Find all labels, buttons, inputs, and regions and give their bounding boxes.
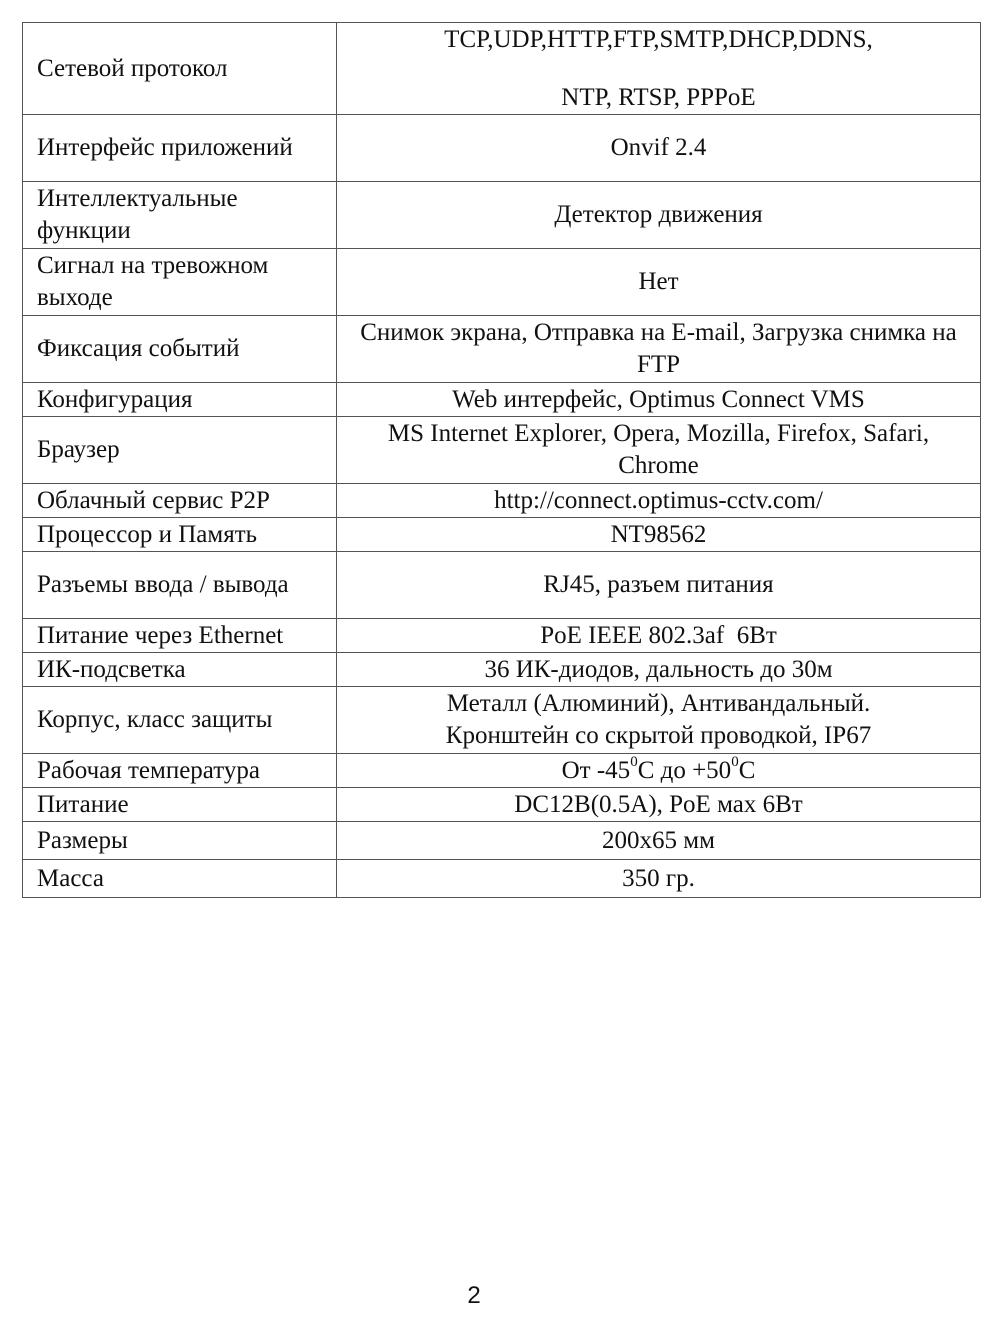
row-value — [337, 687, 981, 754]
row-label: Облачный сервис P2P — [23, 484, 337, 518]
table-row — [23, 687, 981, 754]
temp-mid: C до +50 — [637, 756, 732, 784]
row-label: Питание — [23, 788, 337, 822]
page-number: 2 — [467, 1282, 481, 1309]
value-line: Кронштейн со скрытой проводкой, IP67 — [445, 722, 872, 749]
row-value: http://connect.optimus-cctv.com/ — [337, 484, 981, 518]
table-row — [23, 383, 981, 417]
row-value: MS Internet Explorer, Opera, Mozilla, Firefox, Safari, Chrome — [337, 417, 981, 484]
row-value — [337, 23, 981, 115]
table-row — [23, 182, 981, 249]
temp-prefix: От -45 — [561, 756, 631, 784]
value-line: NTP, RTSP, PPPoE — [561, 83, 756, 111]
row-value: NT98562 — [337, 518, 981, 552]
table-row — [23, 316, 981, 383]
row-value: Детектор движения — [337, 182, 981, 249]
row-label: Рабочая температура — [23, 754, 337, 788]
row-label: Корпус, класс защиты — [23, 687, 337, 754]
row-label: Конфигурация — [23, 383, 337, 417]
row-label: Интеллектуальные функции — [23, 182, 337, 249]
table-row — [23, 860, 981, 898]
row-label: Питание через Ethernet — [23, 619, 337, 653]
row-label: Фиксация событий — [23, 316, 337, 383]
row-label: Интерфейс приложений — [23, 115, 337, 182]
table-row — [23, 754, 981, 788]
row-value: 350 гр. — [337, 860, 981, 898]
table-row — [23, 484, 981, 518]
row-value: Снимок экрана, Отправка на E-mail, Загрузка снимка на FTP — [337, 316, 981, 383]
table-row — [23, 653, 981, 687]
row-label: Сетевой протокол — [23, 23, 337, 115]
value-line: Металл (Алюминий), Антивандальный. — [446, 690, 871, 717]
row-value — [337, 754, 981, 788]
spec-table — [22, 22, 981, 898]
table-row — [23, 23, 981, 115]
degree-superscript: 0 — [630, 754, 638, 771]
degree-superscript: 0 — [731, 754, 739, 771]
row-value: 36 ИК-диодов, дальность до 30м — [337, 653, 981, 687]
row-value: RJ45, разъем питания — [337, 552, 981, 619]
table-row — [23, 417, 981, 484]
table-row — [23, 788, 981, 822]
table-row — [23, 619, 981, 653]
temp-suffix: C — [738, 756, 756, 784]
row-value: DC12В(0.5А), PoE мах 6Вт — [337, 788, 981, 822]
row-value: Нет — [337, 249, 981, 316]
row-label: Размеры — [23, 822, 337, 860]
row-label: ИК-подсветка — [23, 653, 337, 687]
row-label: Масса — [23, 860, 337, 898]
row-label: Разъемы ввода / вывода — [23, 552, 337, 619]
row-value: Web интерфейс, Optimus Connect VMS — [337, 383, 981, 417]
row-value: PoE IEEE 802.3af 6Вт — [337, 619, 981, 653]
table-row — [23, 822, 981, 860]
table-row — [23, 552, 981, 619]
table-row — [23, 249, 981, 316]
row-value: 200x65 мм — [337, 822, 981, 860]
table-row — [23, 518, 981, 552]
row-label: Браузер — [23, 417, 337, 484]
row-value: Onvif 2.4 — [337, 115, 981, 182]
value-line: TCP,UDP,HTTP,FTP,SMTP,DHCP,DDNS, — [444, 25, 873, 53]
table-row — [23, 115, 981, 182]
row-label: Сигнал на тревожном выходе — [23, 249, 337, 316]
row-label: Процессор и Память — [23, 518, 337, 552]
